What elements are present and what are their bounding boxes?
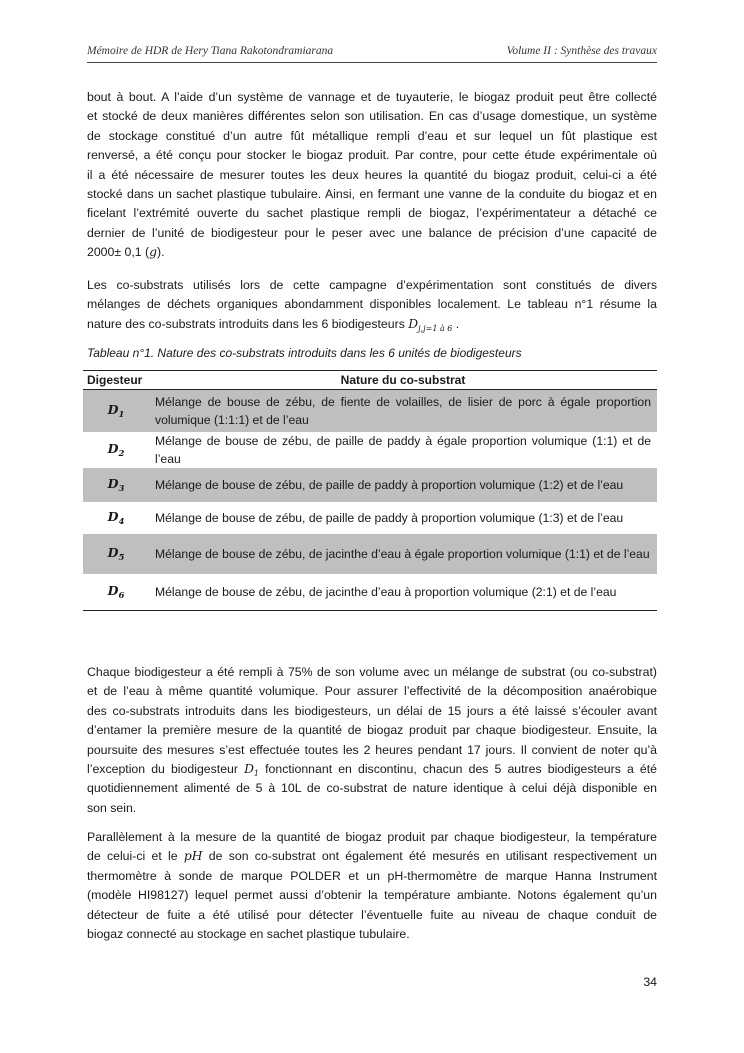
text-line: quotidiennement alimenté de 5 à 10L de co-substrat de nature identique à celui déjà disponible en (87, 781, 657, 796)
digester-cell (83, 534, 149, 574)
digester-cell (83, 432, 149, 468)
page-number: 34 (643, 975, 657, 989)
table-row (83, 432, 657, 468)
paragraph-storage (87, 88, 657, 263)
text-line: Parallèlement à la mesure de la quantité de biogaz produit par chaque biodigesteur, la température (87, 830, 657, 844)
table-row (83, 468, 657, 502)
digester-letter: D (107, 582, 119, 598)
text-line (87, 315, 657, 334)
nature-cell: Mélange de bouse de zébu, de jacinthe d’eau à égale proportion volumique (1:1) et de l’eau (149, 534, 657, 574)
digester-cell (83, 468, 149, 502)
text-fragment: 2000± 0,1 ( (87, 245, 150, 260)
text-line (87, 760, 657, 779)
text-line: biogaz connecté au stockage en sachet plastique tubulaire. (87, 926, 410, 941)
header-author: Mémoire de HDR de Hery Tiana Rakotondramiarana (87, 45, 334, 57)
text-line: (modèle HI98127) lequel permet aussi d’obtenir la température ambiante. Notons également qu’un (87, 888, 657, 903)
ph-symbol: pH (183, 849, 203, 864)
digester-number: 5 (118, 552, 125, 563)
table-caption: Tableau n°1. Nature des co-substrats introduits dans les 6 unités de biodigesteurs (87, 346, 522, 360)
digester-letter: D (107, 475, 119, 491)
text-line (87, 243, 657, 262)
header-volume: Volume II : Synthèse des travaux (506, 45, 657, 57)
text-line: et de l’eau à même quantité volumique. Pour assurer l’effectivité de la décomposition anaérobique (87, 684, 657, 699)
digester-number: 4 (118, 516, 125, 527)
digester-letter: D (107, 508, 119, 524)
column-header-nature: Nature du co-substrat (149, 371, 657, 390)
text-line: dernier de l’unité de biodigesteur pour le peser avec une balance de précision d’une capacité de (87, 225, 657, 240)
digester-cell (83, 574, 149, 611)
digester-number: 3 (118, 483, 125, 494)
text-line: ficelant l’extrémité ouverte du sachet plastique rempli de biogaz, l’expérimentateur a détaché ce (87, 206, 657, 221)
running-header (87, 42, 657, 62)
text-line: d’entamer la première mesure de la quantité de biogaz produit par chaque biodigesteur. Ensuite, la (87, 723, 657, 738)
text-line (87, 847, 657, 866)
text-line: renversé, a été conçu pour stocker le biogaz produit. Par contre, pour cette étude expérimentale où (87, 148, 657, 163)
digester-index: j,j=1 à 6 (418, 323, 453, 333)
digester-index: 1 (253, 768, 260, 778)
text-line: son sein. (87, 800, 137, 815)
text-line: stocké dans un sachet plastique tubulaire. Ainsi, en fermant une vanne de la conduite du biogaz et en (87, 186, 657, 201)
digester-cell (83, 502, 149, 534)
text-fragment: l’exception du biodigesteur (87, 761, 245, 776)
table-header-row (83, 371, 657, 390)
digester-symbol: D (244, 761, 254, 776)
nature-cell: Mélange de bouse de zébu, de jacinthe d’eau à proportion volumique (2:1) et de l’eau (149, 574, 657, 611)
paragraph-filling (87, 663, 657, 818)
digester-letter: D (107, 440, 119, 456)
paragraph-measurements (87, 828, 657, 944)
text-line: de stockage constitué d’un autre fût métallique rempli d’eau et sur lequel un fût plastique est (87, 128, 657, 143)
digester-letter: D (107, 401, 119, 417)
substrate-table (83, 370, 657, 611)
nature-cell: Mélange de bouse de zébu, de paille de paddy à proportion volumique (1:2) et de l’eau (149, 468, 657, 502)
column-header-digester: Digesteur (83, 371, 149, 390)
digester-letter: D (107, 544, 119, 560)
paragraph-cosubstrates (87, 276, 657, 334)
table-row (83, 390, 657, 432)
text-line: il a été nécessaire de mesurer toutes les deux heures la quantité du biogaz produit, celui-ci a été (87, 167, 657, 182)
unit-symbol: g (149, 245, 158, 260)
text-line: Chaque biodigesteur a été rempli à 75% de son volume avec un mélange de substrat (ou co-substrat) (87, 665, 657, 679)
text-line: mélanges de déchets organiques abondamment disponibles localement. Le tableau n°1 résume la (87, 297, 657, 312)
text-line: poursuite des mesures s’est effectuée toutes les 2 heures pendant 17 jours. Il convient de noter qu’à (87, 742, 657, 757)
digester-symbol: D (408, 316, 419, 331)
nature-cell: Mélange de bouse de zébu, de fiente de volailles, de lisier de porc à égale proportion volumique (1:1:1) et de l’eau (149, 390, 657, 432)
header-divider (87, 62, 657, 63)
text-fragment: de son co-substrat ont également été mesurés en utilisant respectivement un (202, 849, 658, 864)
text-line: bout à bout. A l’aide d’un système de vannage et de tuyauterie, le biogaz produit peut être collecté (87, 90, 657, 104)
table-row (83, 534, 657, 574)
nature-cell: Mélange de bouse de zébu, de paille de paddy à proportion volumique (1:3) et de l’eau (155, 510, 624, 525)
digester-number: 6 (118, 590, 125, 601)
text-fragment: ). (157, 245, 165, 260)
text-line: Les co-substrats utilisés lors de cette campagne d’expérimentation sont constitués de divers (87, 278, 657, 292)
text-line: et stocké de deux manières différentes selon son utilisation. En cas d’usage domestique, un système (87, 109, 657, 124)
nature-cell: Mélange de bouse de zébu, de paille de paddy à égale proportion volumique (1:1) et de l’eau (155, 433, 651, 466)
table-row (83, 502, 657, 534)
digester-number: 2 (118, 448, 125, 459)
text-fragment: nature des co-substrats introduits dans les 6 biodigesteurs (87, 316, 409, 331)
digester-cell (83, 390, 149, 432)
text-line: des co-substrats introduits dans les biodigesteurs, un délai de 15 jours a été laissé s’écouler avant (87, 703, 657, 718)
text-fragment: fonctionnant en discontinu, chacun des 5 autres biodigesteurs a été (259, 761, 657, 776)
text-fragment: de celui-ci et le (87, 849, 184, 864)
text-line: détecteur de fuite a été utilisé pour détecter l’éventuelle fuite au niveau de chaque conduit de (87, 907, 657, 922)
text-line: thermomètre à sonde de marque POLDER et un pH-thermomètre de marque Hanna Instrument (87, 868, 657, 883)
table-row (83, 574, 657, 611)
digester-number: 1 (118, 409, 125, 420)
text-fragment: . (452, 316, 460, 331)
